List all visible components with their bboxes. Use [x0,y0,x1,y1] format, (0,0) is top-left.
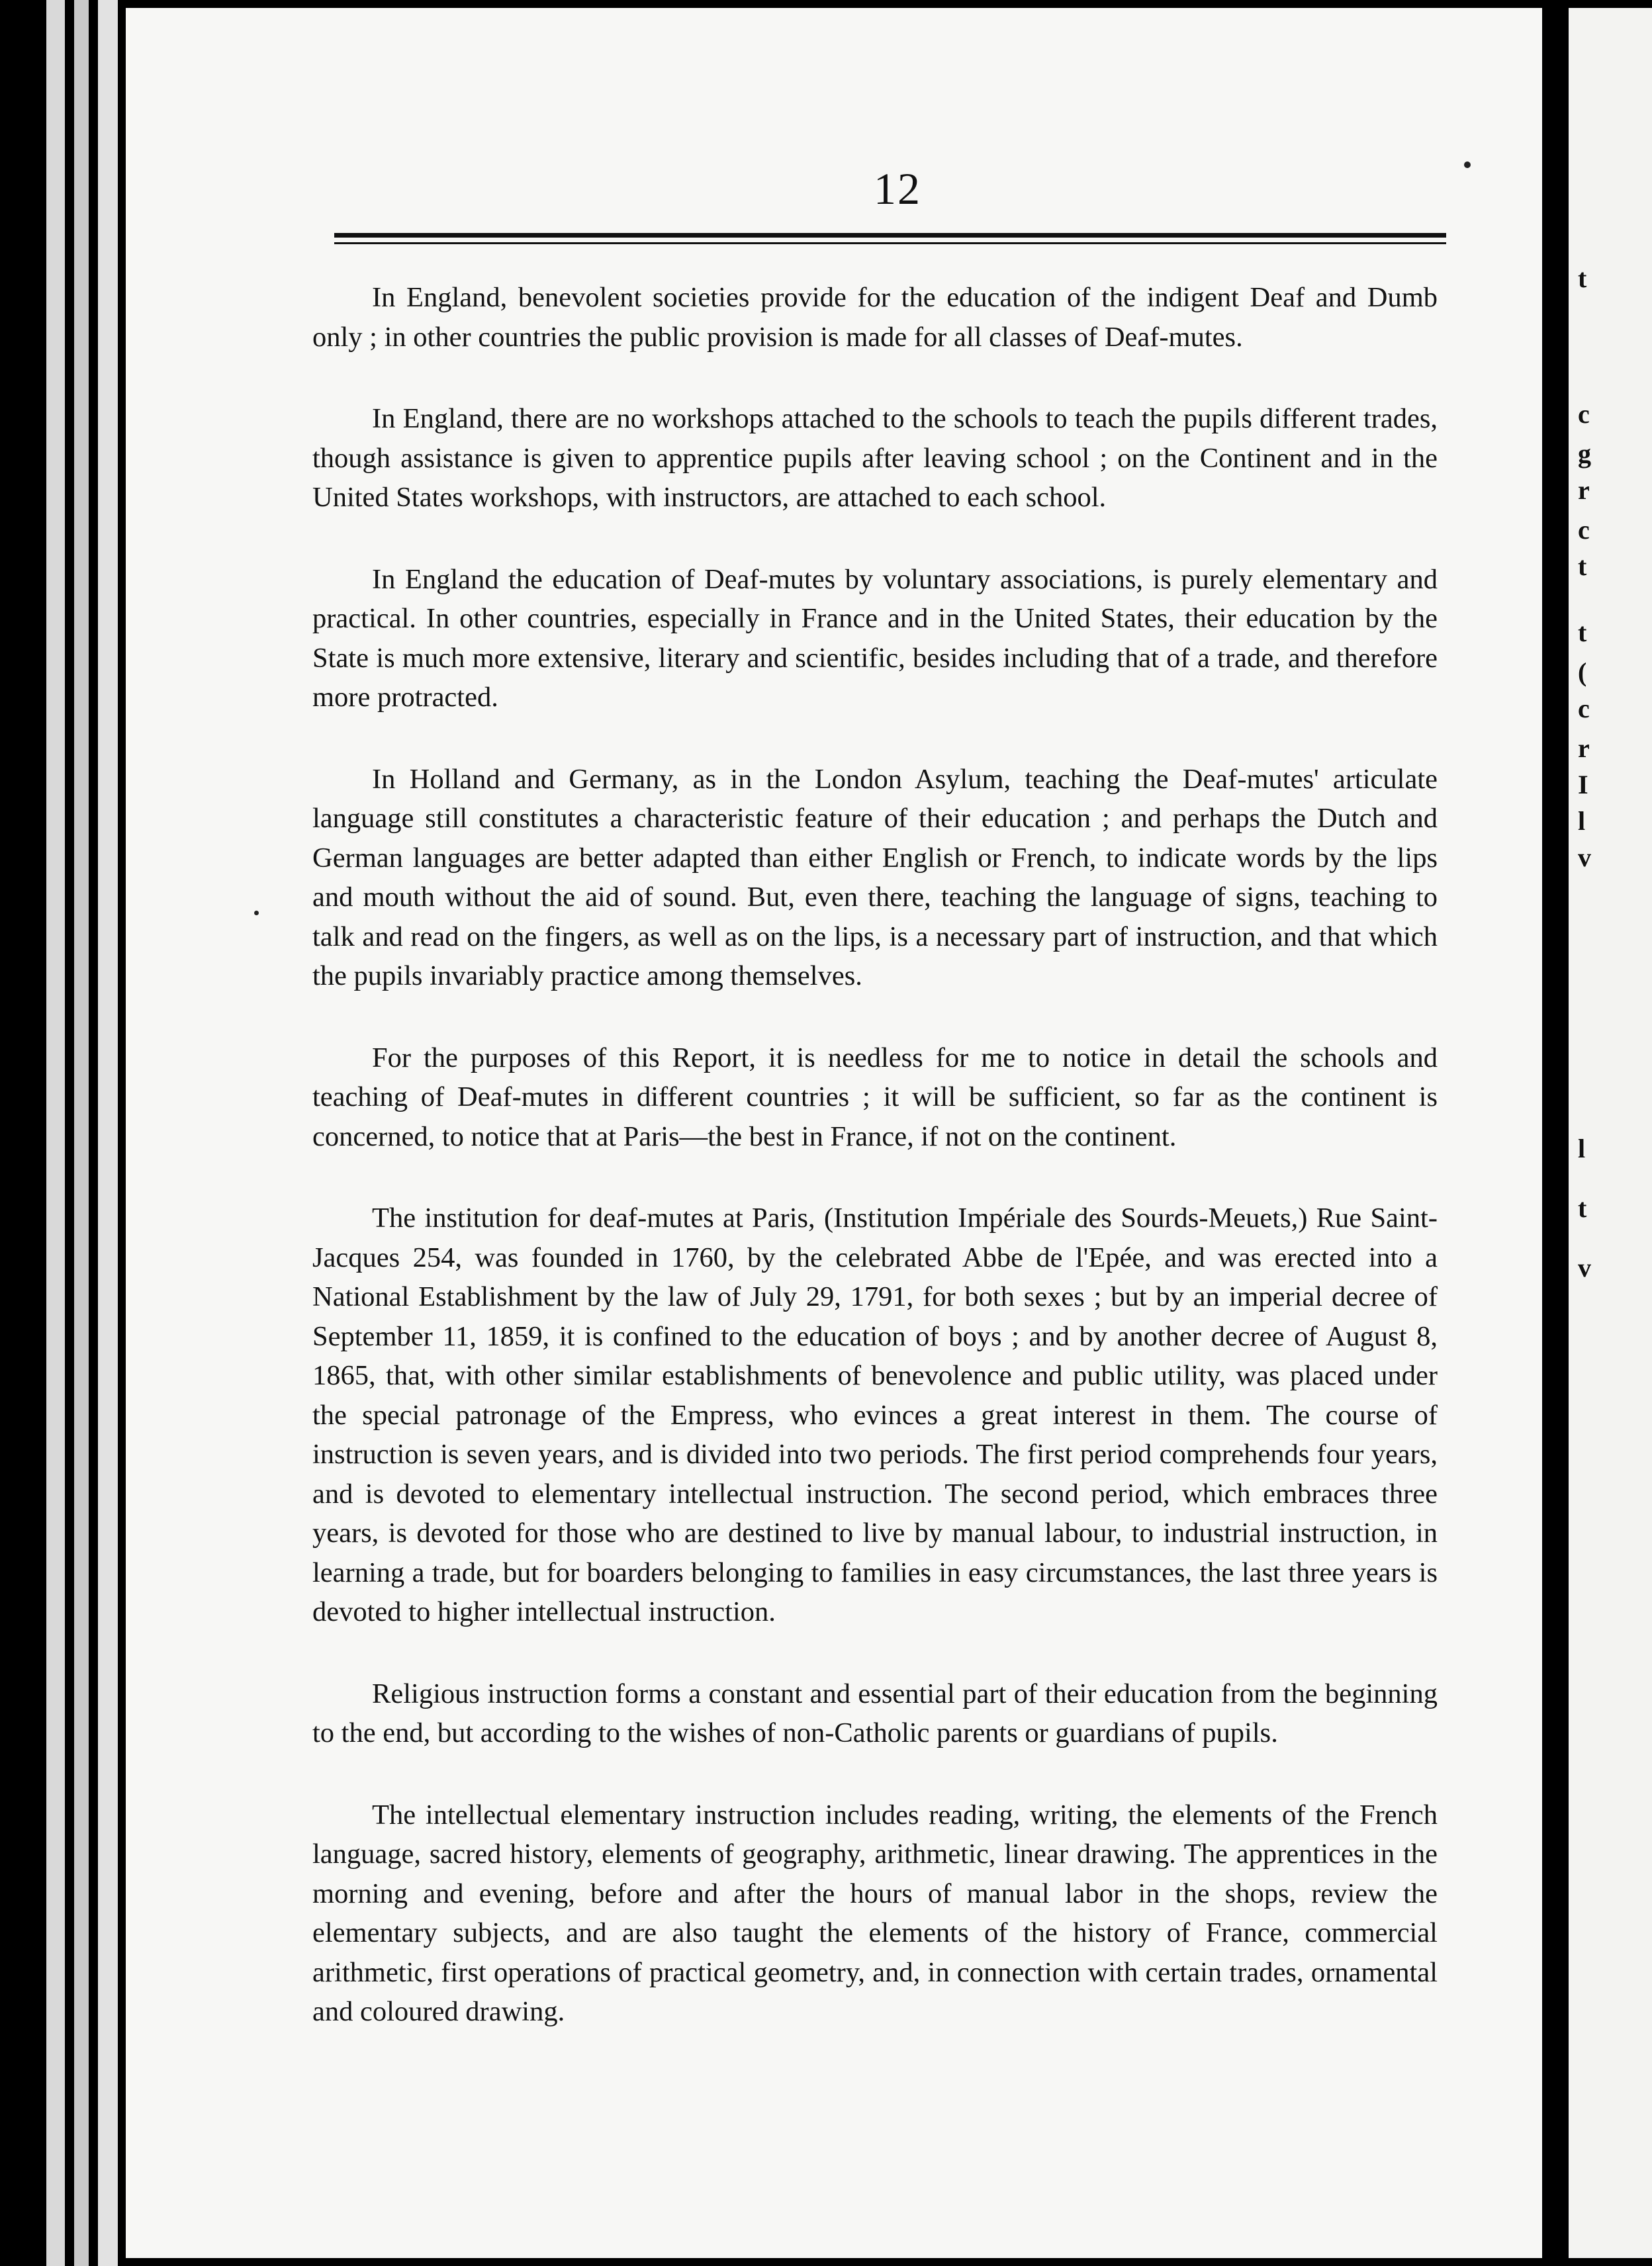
facing-page-letter: g [1578,439,1591,469]
facing-page-letter: c [1578,694,1590,723]
paragraph: The intellectual elementary instruction includes reading, writing, the elements of the French language, sacred history, elements of geography, arithmetic, linear drawing. The apprentices in the morning and evening, before and after the hours of manual labor in the shops, review the elementary subjects, and are also taught the elements of the history of France, commercial arithmetic, first operations of practical geometry, and, in connection with certain trades, ornamental and coloured drawing. [312,1799,1438,2027]
paragraph: In England, benevolent societies provide for the education of the indigent Deaf and Dumb only ; in other countries the public provision is made for all classes of Deaf-mutes. [312,282,1438,353]
page-number: 12 [874,163,921,214]
facing-page-edge [1569,8,1652,2258]
book-spine-edge [98,0,118,2266]
facing-page-letter: ( [1578,657,1587,687]
paragraph: In England, there are no workshops attached to the schools to teach the pupils different trades, though assistance is given to apprentice pupils after leaving school ; on the Continent and in the United States workshops, with instructors, are attached to each school. [312,403,1438,513]
body-text [312,278,1438,2074]
header-rule-thin [334,242,1446,244]
facing-page-letter: t [1578,1193,1587,1223]
facing-page-letter: t [1578,551,1587,581]
ink-speck [254,911,259,915]
facing-page-letter: t [1578,263,1587,293]
facing-page-letter: I [1578,770,1588,799]
book-spine-edge [46,0,65,2266]
paragraph: For the purposes of this Report, it is needless for me to notice in detail the schools and teaching of Deaf-mutes in different countries ; it will be sufficient, so far as the continent is concerned, to notice that at Paris—the best in France, if not on the continent. [312,1042,1438,1152]
paragraph: The institution for deaf-mutes at Paris, (Institution Impériale des Sourds-Meuets,) Rue Saint-Jacques 254, was founded in 1760, by the celebrated Abbe de l'Epée, and was erected into a National Establishment by the law of July 29, 1791, for both sexes ; but by an imperial decree of September 11, 1859, it is confined to the education of boys ; and by another decree of August 8, 1865, that, with other similar establishments of benevolence and public utility, was placed under the special patronage of the Empress, who evinces a great interest in them. The course of instruction is seven years, and is divided into two periods. The first period comprehends four years, and is devoted to elementary intellectual instruction. The second period, which embraces three years, is devoted for those who are destined to live by manual labour, to industrial instruction, in learning a trade, but for boarders belonging to families in easy circumstances, the last three years is devoted to higher intellectual instruction. [312,1202,1438,1627]
header-rule [334,233,1446,238]
paragraph: In Holland and Germany, as in the London Asylum, teaching the Deaf-mutes' articulate language still constitutes a characteristic feature of their education ; and perhaps the Dutch and German languages are better adapted than either English or French, to indicate words by the lips and mouth without the aid of sound. But, even there, teaching the language of signs, teaching to talk and read on the fingers, as well as on the lips, is a necessary part of instruction, and that which the pupils invariably practice among themselves. [312,763,1438,991]
facing-page-letter: r [1578,475,1590,505]
ink-speck [1464,161,1471,168]
paragraph: In England the education of Deaf-mutes by voluntary associations, is purely elementary and practical. In other countries, especially in France and in the United States, their education by the State is much more extensive, literary and scientific, besides including that of a trade, and therefore more protracted. [312,563,1438,713]
facing-page-letter: c [1578,399,1590,429]
facing-page-letter: t [1578,617,1587,647]
book-spine-edge [74,0,89,2266]
facing-page-letter: v [1578,1253,1591,1283]
facing-page-letter: r [1578,733,1590,763]
facing-page-letter: v [1578,842,1591,872]
facing-page-letter: c [1578,515,1590,545]
facing-page-letter: l [1578,806,1586,836]
paragraph: Religious instruction forms a constant and essential part of their education from the beginning to the end, but according to the wishes of non-Catholic parents or guardians of pupils. [312,1678,1438,1748]
facing-page-letter: l [1578,1134,1586,1163]
